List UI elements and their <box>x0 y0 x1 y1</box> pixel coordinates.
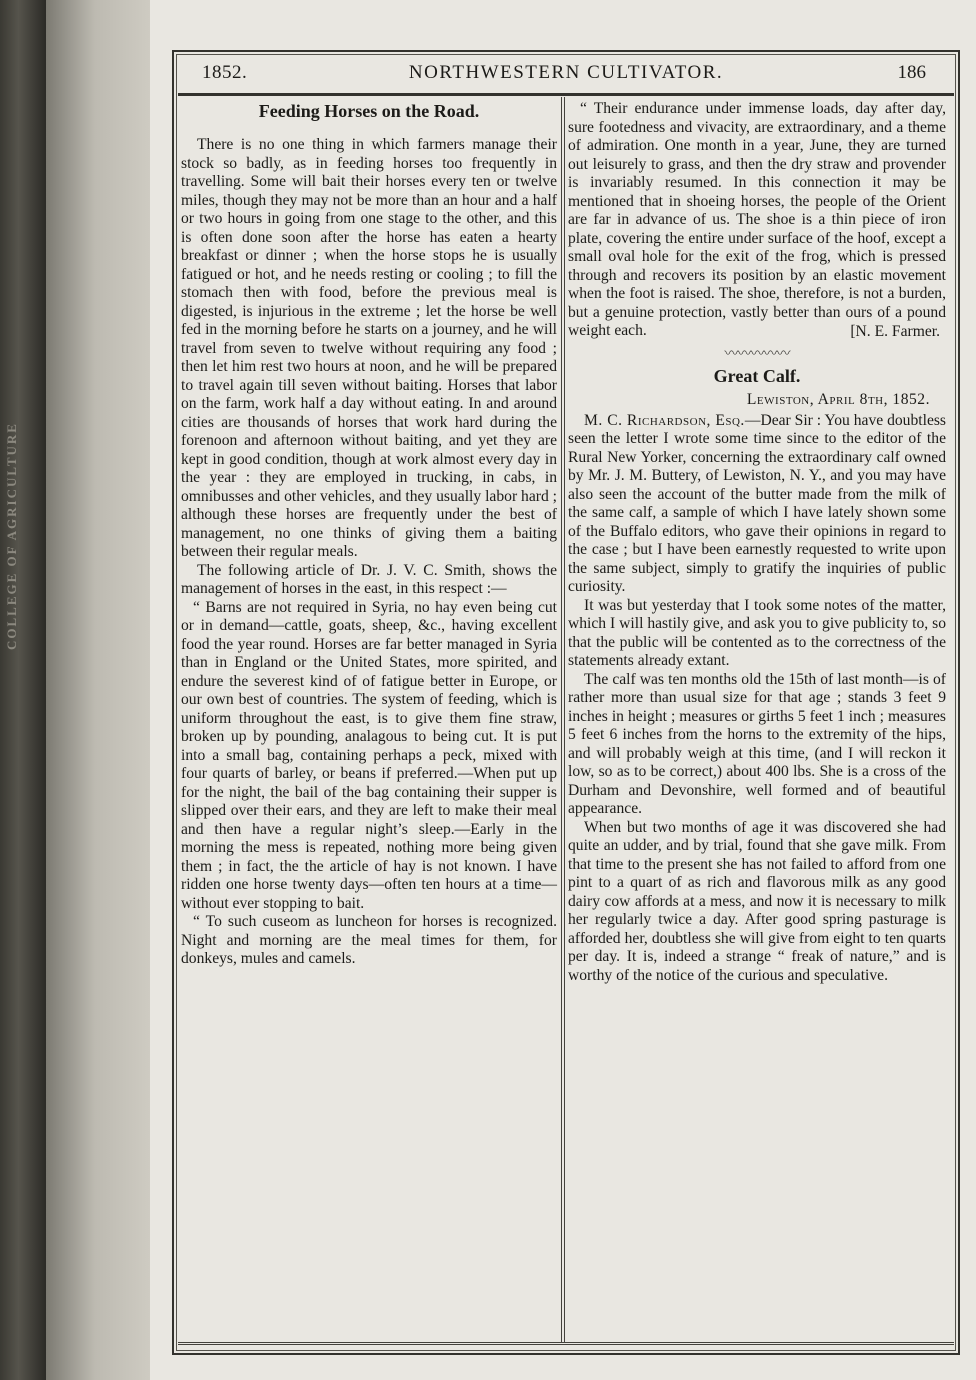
header-year: 1852. <box>202 62 248 83</box>
header-rule <box>178 93 954 96</box>
paragraph: There is no one thing in which farmers manage their stock so badly, as in feeding horses too frequently in travelling. Some will bait their horses every ten or twelve miles, though they may not be more than an hour and a half or two hours in going from one stage to the other, and this is often done soon after the horse has eaten a hearty breakfast or dinner ; when the horse stops he is usually fatigued or hot, and he needs resting or cooling ; to fill the stomach then with food, before the previous meal is digested, is injurious in the extreme ; let the horse be well fed in the morning before he starts on a journey, and he will travel from seven to twelve without requiring any food ; then let him rest two hours at noon, and he will be prepared to travel again till seven without baiting. Horses that labor on the farm, work half a day without eating. In and around cities are thousands of horses that work hard during the forenoon and afternoon without baiting, and yet they are kept in good condition, though at work almost every day in the year : they are employed in trucking, in cabs, in omnibusses and other vehicles, and they usually labor hard ; although these horses are frequently under the best of management, no one thinks of giving them a baiting between their regular meals. <box>181 136 557 560</box>
article-title-feeding-horses: Feeding Horses on the Road. <box>258 101 480 121</box>
letter-opening-paragraph <box>568 412 946 597</box>
footer-rule <box>178 1342 954 1345</box>
running-header <box>180 62 952 92</box>
quoted-paragraph: “ Barns are not required in Syria, no hay even being cut or in demand—cattle, goats, sheep, &c., having excellent food the year round. Horses are far better managed in Syria than in England or the United States, more spirited, and endure the severest kind of of fatigue better in Europe, or our own best of countries. The system of feeding, which is uniform throughout the east, is to give them fine straw, broken up by pounding, analagous to being cut. It is put into a small bag, containing perhaps a peck, mixed with four quarts of barley, or beans if preferred.—When put up for the night, the bail of the bag containing their supper is slipped over their ears, and they are left to make their meal and then have a regular night’s sleep.—Early in the morning the mess is repeated, nothing more being given them ; in fact, the the article of hay is not known. I have ridden one horse twenty days—often ten hours at a time—without ever stopping to bait. <box>181 598 557 912</box>
column-rule <box>561 97 565 1342</box>
ornamental-separator: 〰〰〰〰〰 <box>724 347 790 362</box>
paragraph: The calf was ten months old the 15th of last month—is of rather more than usual size for that age ; stands 3 feet 9 inches in height ; measures or girths 5 feet 1 inch ; measures 5 feet 6 inches from the horns to the extremity of the hips, and will probably weigh at this time, (and I will reckon it low, so as to be correct,) about 400 lbs. She is a cross of the Durham and Devonshire, well formed and of beautiful appearance. <box>568 670 946 817</box>
letter-opening-text: —Dear Sir : You have doubtless seen the letter I wrote some time since to the editor of the Rural New Yorker, concerning the extraordinary calf owned by Mr. J. M. Buttery, of Lewiston, N. Y., and you may have also seen the account of the butter made from the milk of the same calf, a sample of which I have lately shown some of the Buffalo editors, who gave their opinions in regard to the case ; but I have been earnestly requested to write upon the same subject, simply to gratify the inquiries of public curiosity. <box>568 411 947 595</box>
salutation-name: M. C. Richardson, Esq. <box>584 411 745 429</box>
paragraph: When but two months of age it was discovered she had quite an udder, and by trial, found that she gave milk. From that time to the present she has not failed to afford from one pint to a quart of as rich and flavorous milk as any good dairy cow affords at a mess, and now it is necessary to milk her regularly twice a day. After good spring pasturage is afforded her, doubtless she will give from eight to ten quarts per day. It is, indeed a strange “ freak of nature,” and is worthy of the notice of the curious and speculative. <box>568 818 946 984</box>
book-binding <box>0 0 46 1380</box>
header-page-number: 186 <box>897 62 926 83</box>
right-column <box>568 100 946 985</box>
dateline: Lewiston, April 8th, 1852. <box>746 391 930 408</box>
paragraph: It was but yesterday that I took some notes of the matter, which I will hastily give, and ask you to give publicity to, so that the public will be contented as to the correctness of the statements already extant. <box>568 596 946 669</box>
continued-quote-paragraph: “ Their endurance under immense loads, day after day, sure footedness and vivacity, are extraordinary, and a theme of admiration. One month in a year, June, they are turned out leisurely to grass, and then the dry straw and provender is invariably resumed. In this connection it may be mentioned that in shoeing horses, the people of the Orient are far in advance of us. The shoe is a thin piece of iron plate, covering the entire under surface of the hoof, except a small oval hole for the exit of the frog, which is pressed through and recovers its position by an elastic movement when the foot is raised. The shoe, therefore, is not a burden, but a genuine protection, vastly better than ours of a pound weight each. <box>568 100 946 339</box>
quoted-paragraph: “ To such cuseom as luncheon for horses is recognized. Night and morning are the meal times for them, for donkeys, mules and camels. <box>181 913 557 967</box>
paragraph: The following article of Dr. J. V. C. Smith, shows the management of horses in the east, in this respect :— <box>181 561 557 597</box>
left-column <box>181 100 557 969</box>
spine-label: COLLEGE OF AGRICULTURE <box>4 422 19 650</box>
source-credit: [N. E. Farmer. <box>850 322 940 340</box>
header-title: NORTHWESTERN CULTIVATOR. <box>408 62 724 83</box>
article-title-great-calf: Great Calf. <box>713 366 801 386</box>
